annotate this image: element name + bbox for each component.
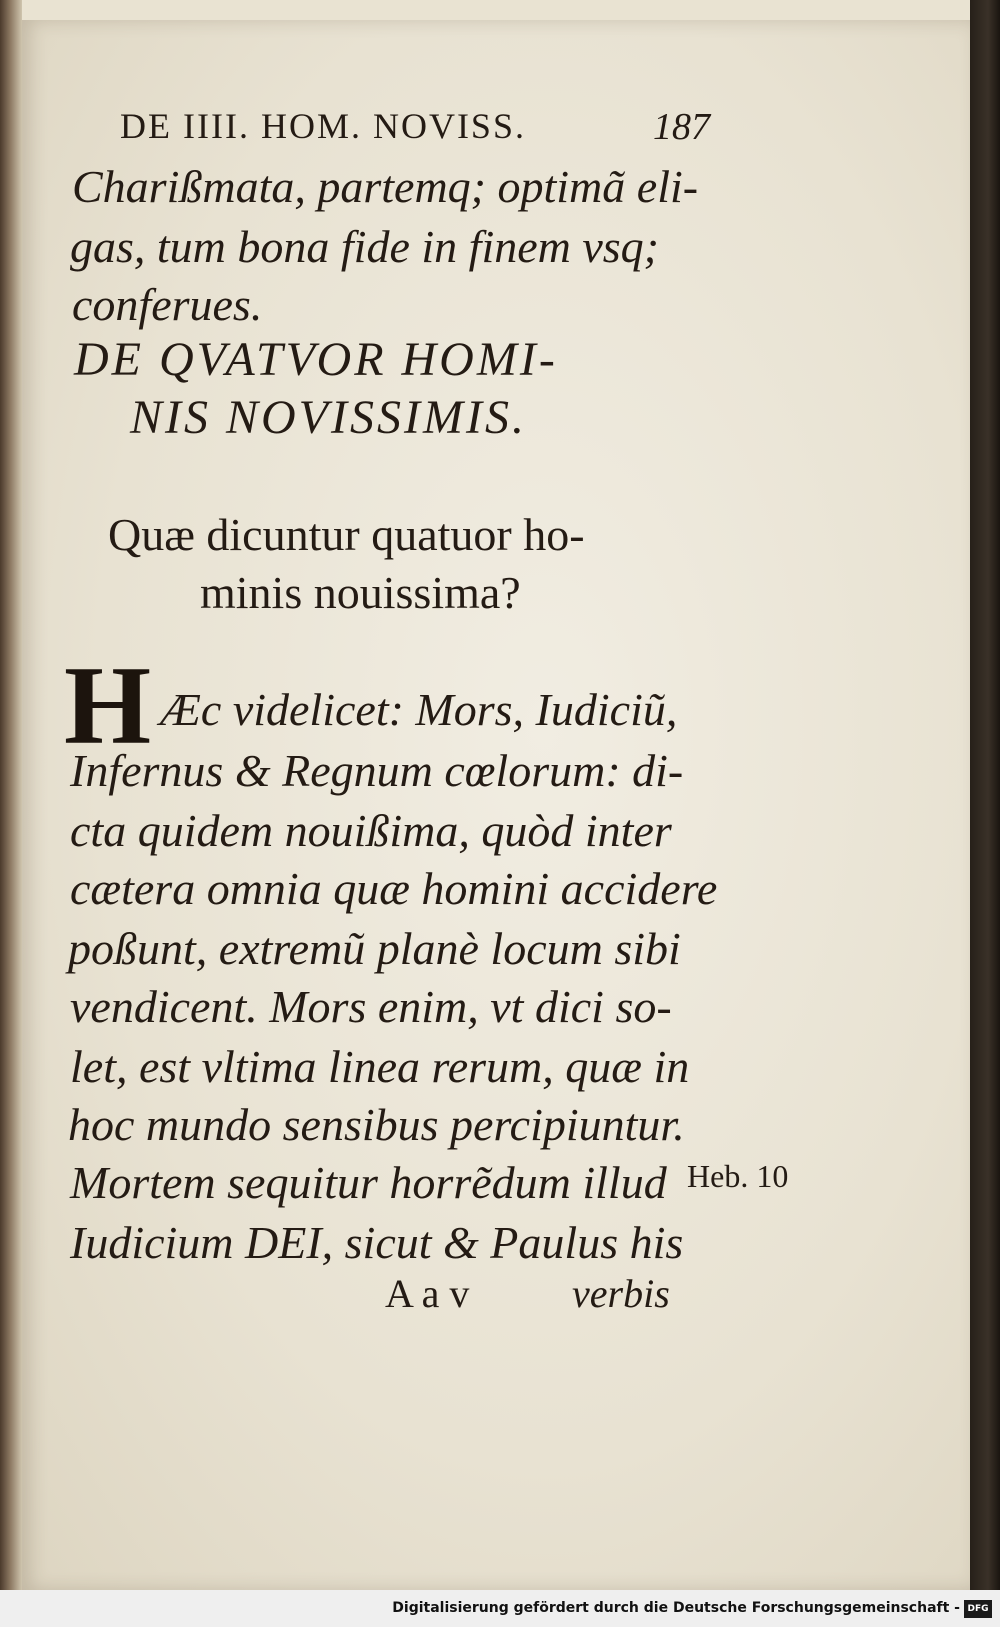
body-line: poßunt, extremũ planè locum sibi (68, 923, 681, 974)
question-heading: Quæ dicuntur quatuor ho- (108, 509, 585, 560)
body-line: cta quidem nouißima, quòd inter (70, 805, 672, 856)
book-spine (0, 0, 22, 1627)
text-line: gas, tum bona fide in finem vsq; (70, 221, 659, 272)
body-line: Infernus & Regnum cœlorum: di- (70, 745, 684, 796)
body-line: Iudicium DEI, sicut & Paulus his (70, 1217, 684, 1268)
section-heading: NIS NOVISSIMIS. (130, 391, 527, 444)
body-line: Mortem sequitur horrẽdum illud (70, 1157, 667, 1208)
catchword: verbis (572, 1271, 670, 1316)
digitization-credit: Digitalisierung gefördert durch die Deutsche Forschungsgemeinschaft - (392, 1600, 960, 1616)
text-line: conferues. (72, 279, 263, 330)
body-line: Æc videlicet: Mors, Iudiciũ, (160, 684, 678, 735)
body-line: vendicent. Mors enim, vt dici so- (70, 981, 672, 1032)
running-head (120, 105, 710, 155)
marginal-note: Heb. 10 (687, 1158, 789, 1194)
body-line: let, est vltima linea rerum, quæ in (70, 1041, 690, 1092)
running-title: DE IIII. HOM. NOVISS. (120, 106, 526, 146)
page-edge-shadow (970, 0, 1000, 1600)
signature-mark: A a v (385, 1271, 470, 1316)
text-line: Charißmata, partemq; optimã eli- (72, 161, 699, 212)
section-heading: DE QVATVOR HOMI- (74, 333, 558, 386)
body-line: hoc mundo sensibus percipiuntur. (68, 1099, 685, 1150)
dfg-logo: DFG (964, 1600, 992, 1618)
question-heading: minis nouissima? (200, 567, 521, 618)
body-line: cætera omnia quæ homini accidere (70, 863, 718, 914)
drop-cap: H (64, 644, 152, 768)
page-number: 187 (653, 106, 710, 148)
